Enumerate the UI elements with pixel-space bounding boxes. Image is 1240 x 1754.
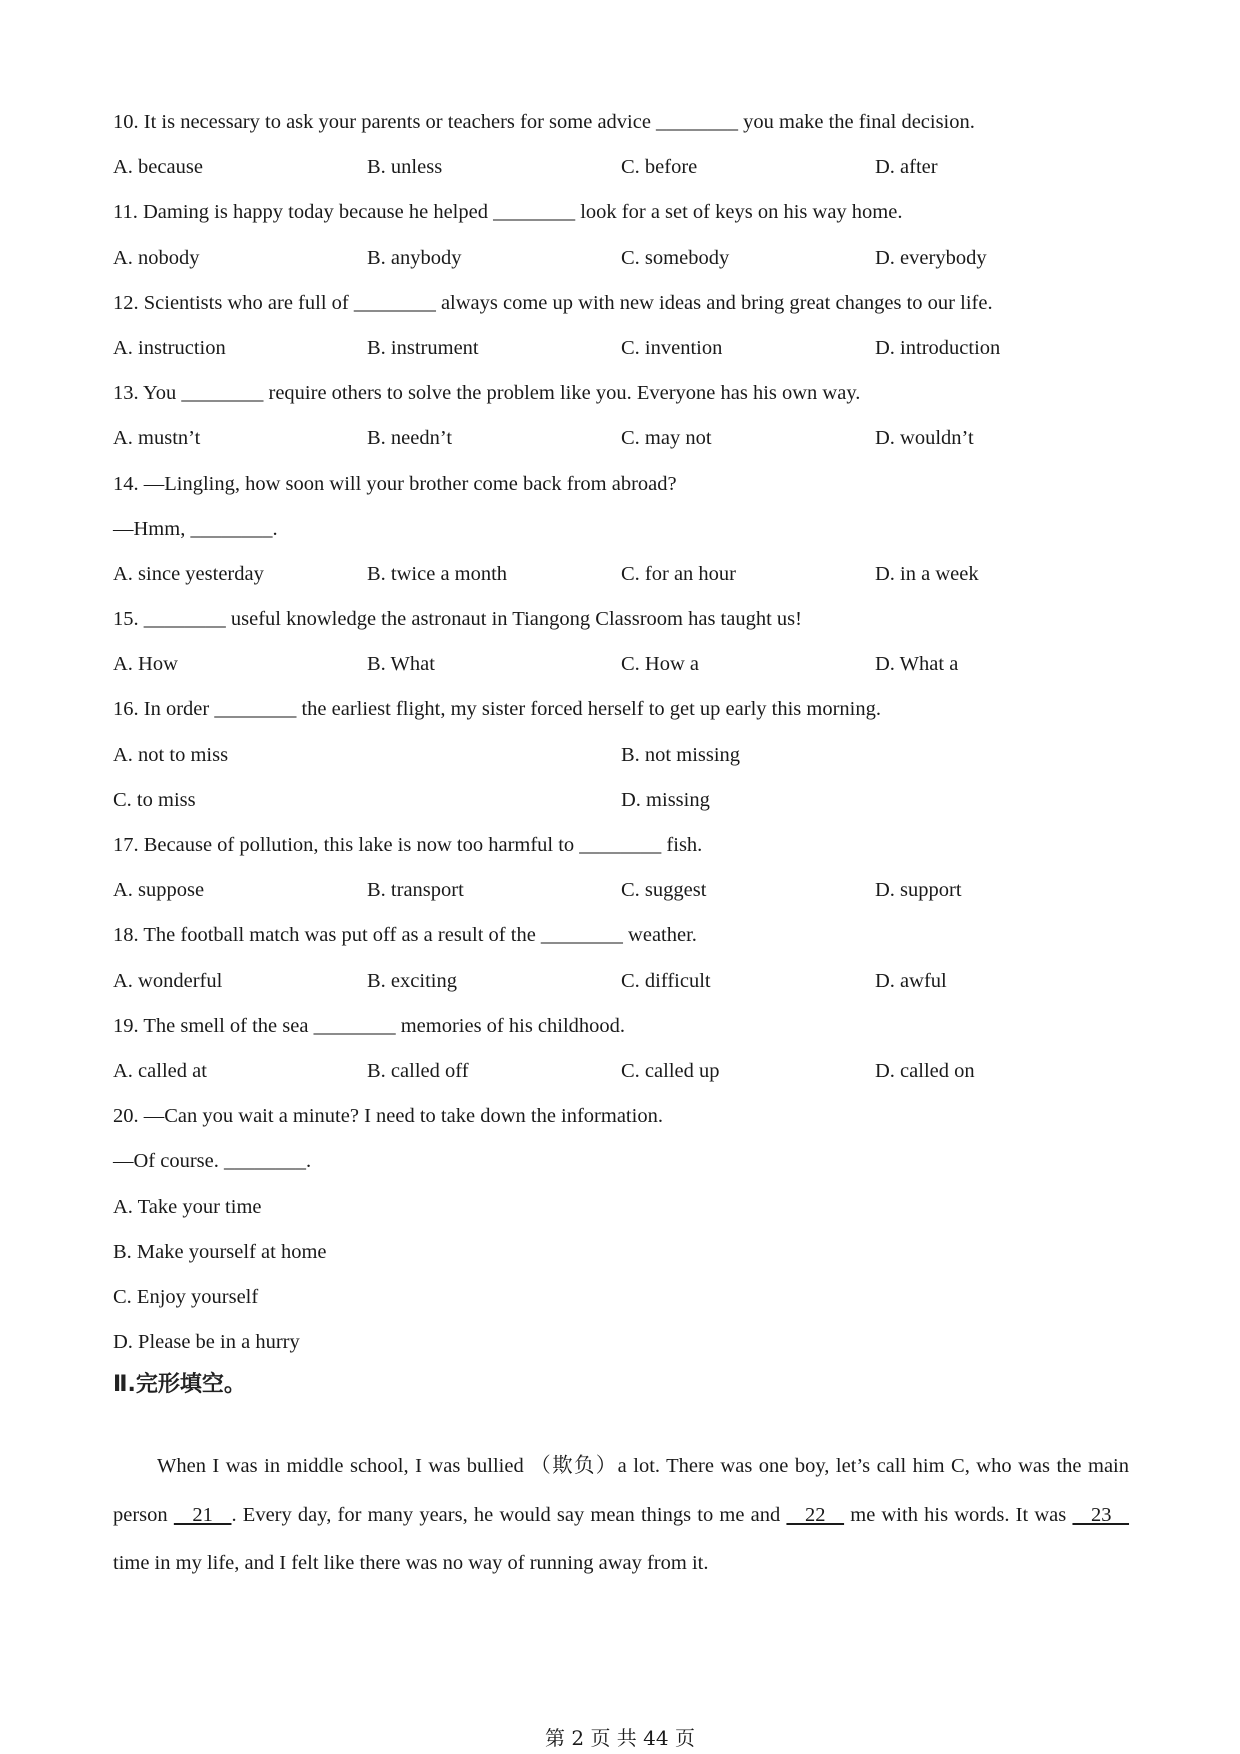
option-row [113,733,1133,778]
answer-option: A. not to miss [113,743,229,766]
option-row [113,868,1133,913]
answer-option: B. anybody [367,246,462,269]
passage-text-3: me with his words. It was [844,1503,1073,1526]
answer-option: C. Enjoy yourself [113,1285,259,1308]
option-row [113,145,1133,190]
question-stem: 12. Scientists who are full of ________ always come up with new ideas and bring great changes to our life. [113,291,993,314]
answer-option: C. for an hour [621,562,737,585]
option-row [113,959,1133,1004]
question-stem: —Of course. ________. [113,1150,312,1173]
section-heading: Ⅱ.完形填空。 [113,1372,246,1397]
answer-option: C. invention [621,336,723,359]
option-row [113,642,1133,687]
answer-option: B. unless [367,156,443,179]
answer-option: C. suggest [621,879,707,902]
answer-option: D. everybody [875,246,987,269]
answer-option: B. exciting [367,969,457,992]
answer-option: C. may not [621,427,712,450]
answer-option: D. in a week [875,562,979,585]
answer-option: C. somebody [621,246,730,269]
answer-option: D. missing [621,788,710,811]
answer-option: B. transport [367,879,464,902]
answer-option: A. instruction [113,336,226,359]
page-footer: 第 2 页 共 44 页 [545,1726,695,1750]
answer-option: B. instrument [367,336,479,359]
passage-text-2: . Every day, for many years, he would say mean things to me and [231,1503,787,1526]
question-stem: —Hmm, ________. [113,517,278,540]
answer-option: B. called off [367,1059,469,1082]
answer-option: D. introduction [875,336,1001,359]
answer-option: D. What a [875,653,959,676]
answer-option: B. What [367,653,435,676]
blank-23: 23 [1072,1503,1130,1526]
option-row [113,236,1133,281]
answer-option: C. How a [621,653,700,676]
answer-option: D. after [875,156,938,179]
answer-option: C. difficult [621,969,711,992]
question-stem: 16. In order ________ the earliest flight, my sister forced herself to get up early this morning. [113,698,881,721]
option-row [113,326,1133,371]
question-stem: 14. —Lingling, how soon will your brother come back from abroad? [113,472,677,495]
answer-option: B. twice a month [367,562,508,585]
question-stem: 13. You ________ require others to solve the problem like you. Everyone has his own way. [113,382,861,405]
cloze-passage [113,1442,1129,1588]
answer-option: B. needn’t [367,427,453,450]
option-row [113,552,1133,597]
answer-option: D. support [875,879,962,902]
answer-option: C. before [621,156,698,179]
question-stem: 18. The football match was put off as a result of the ________ weather. [113,924,697,947]
answer-option: D. Please be in a hurry [113,1331,300,1354]
answer-option: C. to miss [113,788,196,811]
answer-option: B. not missing [621,743,741,766]
answer-option: A. nobody [113,246,200,269]
answer-option: C. called up [621,1059,720,1082]
answer-option: A. because [113,156,203,179]
question-stem: 19. The smell of the sea ________ memories of his childhood. [113,1014,626,1037]
answer-option: B. Make yourself at home [113,1240,327,1263]
option-row [113,1049,1133,1094]
answer-option: A. since yesterday [113,562,264,585]
blank-22: 22 [786,1503,845,1526]
option-row [113,416,1133,461]
question-stem: 11. Daming is happy today because he helped ________ look for a set of keys on his way home. [113,201,903,224]
answer-option: A. mustn’t [113,427,201,450]
answer-option: D. called on [875,1059,975,1082]
answer-option: A. wonderful [113,969,223,992]
answer-option: D. wouldn’t [875,427,974,450]
question-list [113,100,1133,1365]
answer-option: A. called at [113,1059,207,1082]
answer-option: A. Take your time [113,1195,262,1218]
passage-text-4: time in my life, and I felt like there was no way of running away from it. [113,1552,709,1574]
option-row [113,778,1133,823]
question-stem: 20. —Can you wait a minute? I need to take down the information. [113,1105,663,1128]
blank-21: 21 [173,1503,232,1526]
answer-option: A. How [113,653,178,676]
passage-text-1: When I was in middle school, I was bullied （欺负）a lot. There was one boy, let’s call him C, who was the main person [113,1455,1129,1526]
question-stem: 15. ________ useful knowledge the astronaut in Tiangong Classroom has taught us! [113,608,802,631]
answer-option: A. suppose [113,879,205,902]
question-stem: 10. It is necessary to ask your parents or teachers for some advice ________ you make the final decision. [113,111,975,133]
question-stem: 17. Because of pollution, this lake is now too harmful to ________ fish. [113,834,703,856]
answer-option: D. awful [875,969,947,992]
